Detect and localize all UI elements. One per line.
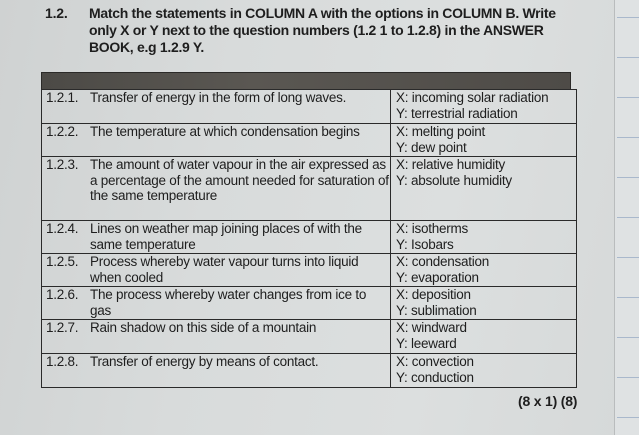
column-b-cell xyxy=(391,287,577,320)
option-x: X: relative humidity xyxy=(396,157,506,172)
table-row xyxy=(42,90,577,124)
ruled-line xyxy=(617,337,639,338)
statement-text: Transfer of energy in the form of long waves. xyxy=(90,90,347,105)
statement-text: Lines on weather map joining places of with the same temperature xyxy=(90,221,362,252)
option-x: X: isotherms xyxy=(396,221,469,236)
ruled-line xyxy=(617,377,639,378)
item-number: 1.2.7. xyxy=(46,320,79,335)
option-y: Y: dew point xyxy=(396,139,467,155)
option-y: Y: leeward xyxy=(396,335,457,351)
table-row xyxy=(42,320,577,354)
instruction-line-2: only X or Y next to the question numbers (1.2 1 to 1.2.8) in the ANSWER xyxy=(89,22,544,38)
column-b-cell xyxy=(391,221,577,254)
item-number: 1.2.8. xyxy=(46,354,79,369)
statement-text: The temperature at which condensation begins xyxy=(90,124,360,139)
ruled-line xyxy=(617,257,639,258)
item-number: 1.2.5. xyxy=(46,254,79,269)
option-x: X: windward xyxy=(396,320,467,335)
ruled-line xyxy=(617,177,639,178)
column-b-cell xyxy=(391,124,577,157)
option-y: Y: conduction xyxy=(396,369,474,385)
option-x: X: incoming solar radiation xyxy=(396,90,549,105)
item-number: 1.2.4. xyxy=(46,221,79,236)
marks-allocation: (8 x 1) (8) xyxy=(518,393,578,409)
option-y: Y: terrestrial radiation xyxy=(396,105,518,121)
item-number: 1.2.3. xyxy=(46,157,79,172)
column-a-cell xyxy=(42,354,391,388)
column-a-cell xyxy=(42,157,391,221)
item-number: 1.2.2. xyxy=(46,124,79,139)
option-y: Y: absolute humidity xyxy=(396,172,512,188)
statement-text: The amount of water vapour in the air expressed as a percentage of the amount needed for saturation of the same temperature xyxy=(90,157,389,203)
option-y: Y: sublimation xyxy=(396,302,477,318)
option-x: X: deposition xyxy=(396,287,471,302)
column-b-cell xyxy=(391,320,577,354)
column-a-cell xyxy=(42,221,391,254)
column-a-cell xyxy=(42,254,391,287)
table-header-bar xyxy=(41,72,571,89)
question-instructions xyxy=(89,5,569,56)
instruction-line-3: BOOK, e.g 1.2.9 Y. xyxy=(89,39,204,55)
option-y: Y: Isobars xyxy=(396,236,454,252)
matching-grid xyxy=(41,89,577,388)
table-row xyxy=(42,124,577,157)
column-a-cell xyxy=(42,90,391,124)
table-row xyxy=(42,287,577,320)
statement-text: Transfer of energy by means of contact. xyxy=(90,354,319,369)
column-b-cell xyxy=(391,90,577,124)
statement-text: The process whereby water changes from ice to gas xyxy=(90,287,367,318)
ruled-line xyxy=(617,297,639,298)
column-b-cell xyxy=(391,254,577,287)
column-a-cell xyxy=(42,124,391,157)
column-b-cell xyxy=(391,157,577,221)
item-number: 1.2.6. xyxy=(46,287,79,302)
notebook-page-edge xyxy=(614,0,639,435)
ruled-line xyxy=(617,57,639,58)
item-number: 1.2.1. xyxy=(46,90,79,105)
ruled-line xyxy=(617,417,639,418)
table-row xyxy=(42,221,577,254)
column-b-cell xyxy=(391,354,577,388)
matching-table xyxy=(41,72,571,388)
statement-text: Rain shadow on this side of a mountain xyxy=(90,320,317,335)
ruled-line xyxy=(617,17,639,18)
column-a-cell xyxy=(42,320,391,354)
statement-text: Process whereby water vapour turns into liquid when cooled xyxy=(90,254,359,285)
option-x: X: convection xyxy=(396,354,474,369)
table-row xyxy=(42,354,577,388)
ruled-line xyxy=(617,217,639,218)
option-y: Y: evaporation xyxy=(396,269,479,285)
option-x: X: melting point xyxy=(396,124,486,139)
ruled-line xyxy=(617,137,639,138)
ruled-line xyxy=(617,97,639,98)
instruction-line-1: Match the statements in COLUMN A with the options in COLUMN B. Write xyxy=(89,5,556,21)
table-row xyxy=(42,254,577,287)
option-x: X: condensation xyxy=(396,254,490,269)
table-row xyxy=(42,157,577,221)
question-number: 1.2. xyxy=(45,5,68,21)
column-a-cell xyxy=(42,287,391,320)
